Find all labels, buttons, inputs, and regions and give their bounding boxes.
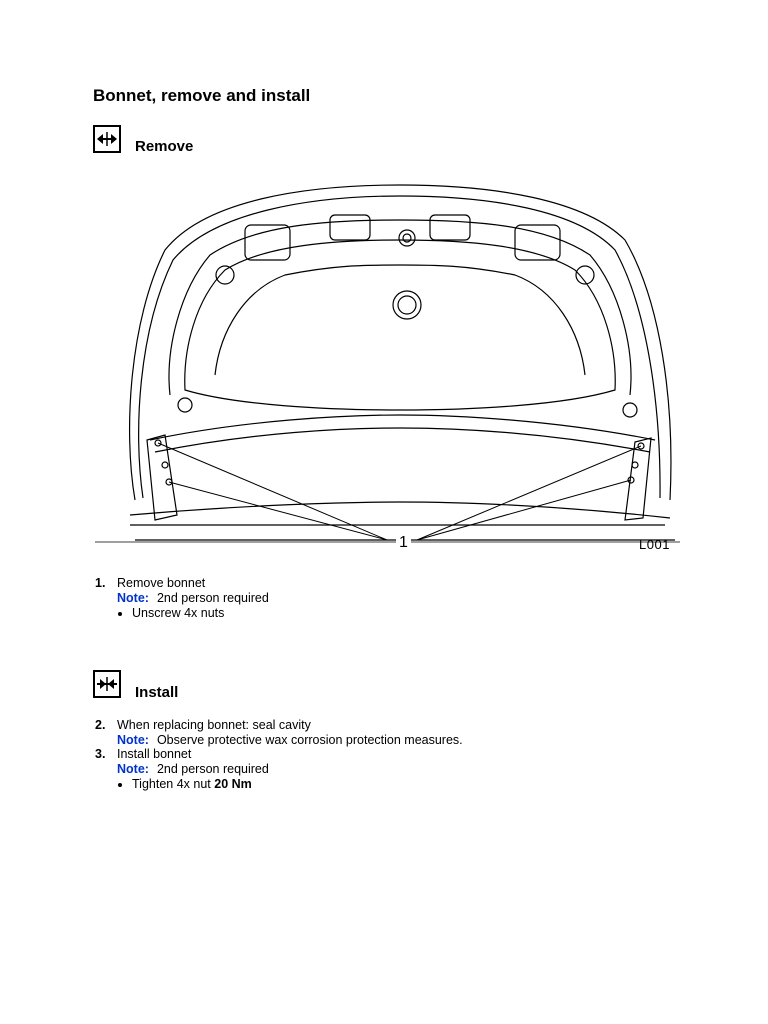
install-arrows-icon xyxy=(93,670,121,698)
step-text: Remove bonnet xyxy=(117,576,206,590)
bullet-text: Tighten 4x nut xyxy=(132,777,211,791)
step-number: 3. xyxy=(95,747,106,761)
bullet-icon xyxy=(118,612,122,616)
step-number: 2. xyxy=(95,718,106,732)
list-item xyxy=(117,606,224,621)
page-title: Bonnet, remove and install xyxy=(93,86,311,105)
remove-arrows-icon xyxy=(93,125,121,153)
bonnet-illustration xyxy=(95,180,680,558)
bullet-text: Unscrew 4x nuts xyxy=(132,606,225,620)
step-number: 1. xyxy=(95,576,106,590)
step-text: When replacing bonnet: seal cavity xyxy=(117,718,311,732)
step-note xyxy=(117,733,463,748)
torque-value: 20 Nm xyxy=(214,777,252,791)
note-text: 2nd person required xyxy=(156,762,269,776)
note-label: Note: xyxy=(117,733,149,747)
step-3 xyxy=(95,747,695,795)
bullet-icon xyxy=(118,783,122,787)
step-text: Install bonnet xyxy=(117,747,192,761)
step-note xyxy=(117,762,269,777)
list-item xyxy=(117,777,252,792)
note-text: Observe protective wax corrosion protection measures. xyxy=(156,733,463,747)
step-1 xyxy=(95,576,695,624)
note-text: 2nd person required xyxy=(156,591,269,605)
install-heading: Install xyxy=(135,684,179,701)
note-label: Note: xyxy=(117,762,149,776)
callout-number: 1 xyxy=(396,534,411,552)
figure-code: L001 xyxy=(639,537,670,552)
note-label: Note: xyxy=(117,591,149,605)
step-note xyxy=(117,591,269,606)
step-2 xyxy=(95,718,695,750)
remove-heading: Remove xyxy=(135,138,194,155)
